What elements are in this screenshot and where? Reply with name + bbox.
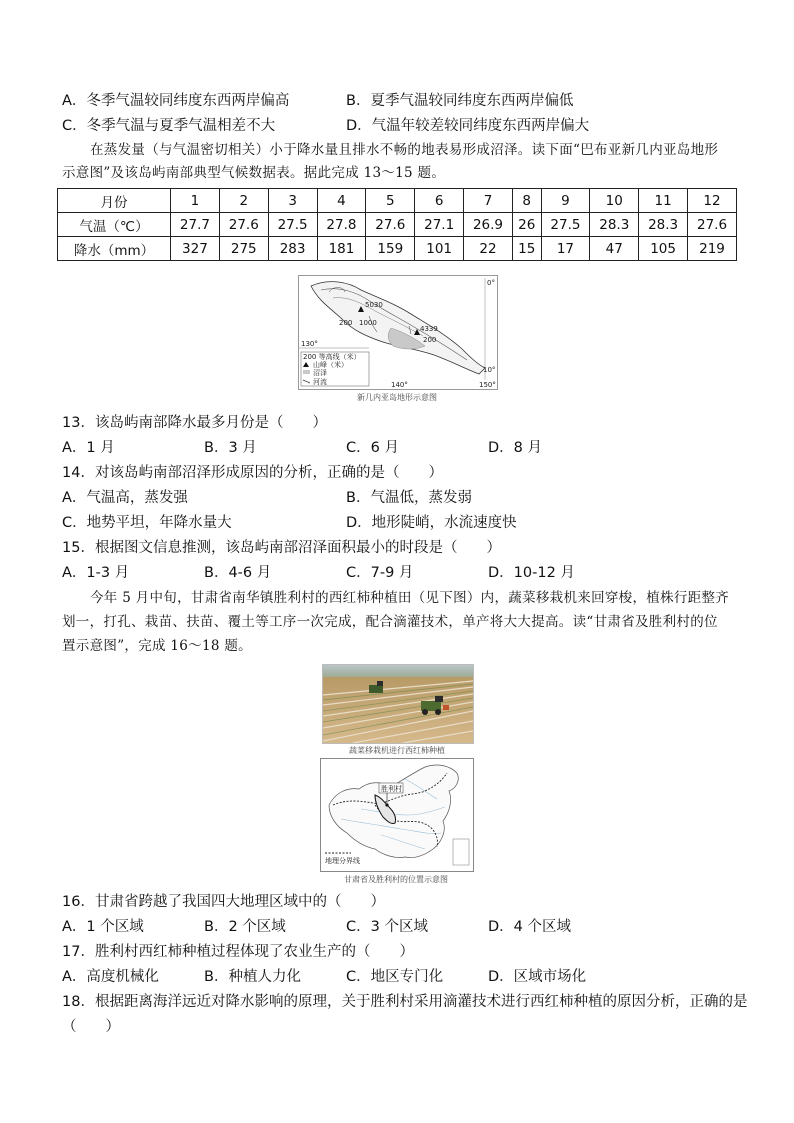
temperature-cell: 27.1 [415,213,464,237]
temperature-cell: 27.5 [541,213,590,237]
q16-option-a: A．1 个区域 [62,919,144,935]
row-header-month: 月份 [58,189,171,213]
gansu-map-graphic [321,759,473,871]
q15-option-d: D．10-12 月 [488,565,575,581]
q15-stem: 15．根据图文信息推测，该岛屿南部沼泽面积最小的时段是（ ） [62,540,501,556]
month-cell: 5 [366,189,415,213]
peak2-label: 4339 [420,325,438,333]
contour-label-3: 200 [423,336,437,344]
lon-label-130: 130° [301,340,318,348]
q12-option-c: C．冬季气温与夏季气温相差不大 [62,118,276,134]
q13-option-b: B．3 月 [204,440,257,456]
transplanter-photo-graphic [323,665,473,743]
lon-label-140: 140° [391,381,408,389]
temperature-cell: 28.3 [590,213,639,237]
month-cell: 1 [171,189,220,213]
village-marker-icon [385,803,388,806]
q14-option-d: D．地形陡峭，水流速度快 [346,515,517,531]
table-row-temperature [58,213,737,237]
q17-option-b: B．种植人力化 [204,969,301,985]
q13-stem: 13．该岛屿南部降水最多月份是（ ） [62,415,327,431]
q15-option-a: A．1-3 月 [62,565,130,581]
legend-contour: 200 等高线（米） [303,353,361,361]
precipitation-cell: 219 [688,237,737,261]
q13-option-d: D．8 月 [488,440,542,456]
month-cell: 11 [639,189,688,213]
q16-option-c: C．3 个区域 [346,919,428,935]
legend-swamp: 沼泽 [313,369,327,377]
precipitation-cell: 15 [512,237,541,261]
photo-caption: 蔬菜移栽机进行西红柿种植 [349,746,445,755]
q18-answer-blank: （ ） [62,1019,120,1035]
precipitation-cell: 101 [415,237,464,261]
transplanter-machine-1 [369,685,383,693]
temperature-cell: 27.5 [268,213,317,237]
passage2-line3: 置示意图”，完成 16～18 题。 [62,638,252,654]
month-cell: 10 [590,189,639,213]
precipitation-cell: 283 [268,237,317,261]
q13-option-a: A．1 月 [62,440,115,456]
precipitation-cell: 17 [541,237,590,261]
q12-option-d: D．气温年较差较同纬度东西两岸偏大 [346,118,590,134]
month-cell: 3 [268,189,317,213]
precipitation-cell: 105 [639,237,688,261]
peak1-label: 5030 [365,301,383,309]
lon-label-150: 150° [479,381,496,389]
row-header-temperature: 气温（℃） [58,213,171,237]
precipitation-cell: 181 [317,237,366,261]
month-cell: 9 [541,189,590,213]
map2-caption: 甘肃省及胜利村的位置示意图 [344,875,448,884]
q17-option-a: A．高度机械化 [62,969,159,985]
q17-option-d: D．区域市场化 [488,969,587,985]
contour-label-1: 200 [339,319,353,327]
legend-swamp-icon [303,370,310,374]
new-guinea-terrain-map [298,275,498,390]
q18-stem: 18．根据距离海洋远近对降水影响的原理，关于胜利村采用滴灌技术进行西红柿种植的原因分析，正确的是 [62,994,748,1010]
temperature-cell: 27.8 [317,213,366,237]
table-row-precipitation [58,237,737,261]
temperature-cell: 27.6 [688,213,737,237]
climate-table [57,188,737,261]
map2-legend: 地理分界线 [325,857,360,865]
q15-option-c: C．7-9 月 [346,565,414,581]
precipitation-cell: 22 [464,237,513,261]
q14-option-b: B．气温低，蒸发弱 [346,490,472,506]
legend-peak: 山峰（米） [313,361,348,369]
month-cell: 4 [317,189,366,213]
temperature-cell: 27.6 [366,213,415,237]
q12-option-a: A．冬季气温较同纬度东西两岸偏高 [62,93,290,109]
precipitation-cell: 275 [219,237,268,261]
precipitation-cell: 159 [366,237,415,261]
temperature-cell: 27.7 [171,213,220,237]
q16-stem: 16．甘肃省跨越了我国四大地理区域中的（ ） [62,894,385,910]
passage1-line1: 在蒸发量（与气温密切相关）小于降水量且排水不畅的地表易形成沼泽。读下面“巴布亚新几内亚岛地形 [90,142,719,158]
new-guinea-map-graphic [299,276,497,389]
q17-stem: 17．胜利村西红柿种植过程体现了农业生产的（ ） [62,944,414,960]
passage2-line1: 今年 5 月中旬，甘肃省南华镇胜利村的西红柿种植田（见下图）内，蔬菜移栽机来回穿梭，植株行距整齐 [90,590,730,606]
month-cell: 6 [415,189,464,213]
q13-option-c: C．6 月 [346,440,399,456]
temperature-cell: 26 [512,213,541,237]
village-label: 胜利村 [381,785,402,793]
transplanter-photo [322,664,474,744]
q12-option-b: B．夏季气温较同纬度东西两岸偏低 [346,93,574,109]
q14-option-c: C．地势平坦，年降水量大 [62,515,232,531]
q15-option-b: B．4-6 月 [204,565,272,581]
map1-caption: 新几内亚岛地形示意图 [357,393,437,402]
precipitation-cell: 47 [590,237,639,261]
precipitation-cell: 327 [171,237,220,261]
lat-label-0: 0° [487,279,495,287]
q16-option-d: D．4 个区域 [488,919,571,935]
q17-option-c: C．地区专门化 [346,969,444,985]
month-cell: 2 [219,189,268,213]
q16-option-b: B．2 个区域 [204,919,286,935]
legend-river: 河流 [313,378,327,386]
month-cell: 7 [464,189,513,213]
temperature-cell: 26.9 [464,213,513,237]
gansu-location-map [320,758,474,872]
passage1-line2: 示意图”及该岛屿南部典型气候数据表。据此完成 13～15 题。 [62,165,446,181]
china-outline [329,765,458,858]
lat-label-10: 10° [483,366,496,374]
month-cell: 12 [688,189,737,213]
passage2-line2: 划一，打孔、栽苗、扶苗、覆土等工序一次完成，配合滴灌技术，单产将大大提高。读“甘肃省及胜利村的位 [62,614,718,630]
table-row-months [58,189,737,213]
q14-stem: 14．对该岛屿南部沼泽形成原因的分析，正确的是（ ） [62,465,443,481]
row-header-precipitation: 降水（mm） [58,237,171,261]
q14-option-a: A．气温高，蒸发强 [62,490,188,506]
temperature-cell: 28.3 [639,213,688,237]
month-cell: 8 [512,189,541,213]
contour-label-2: 1000 [359,319,377,327]
temperature-cell: 27.6 [219,213,268,237]
south-sea-inset [453,839,469,865]
